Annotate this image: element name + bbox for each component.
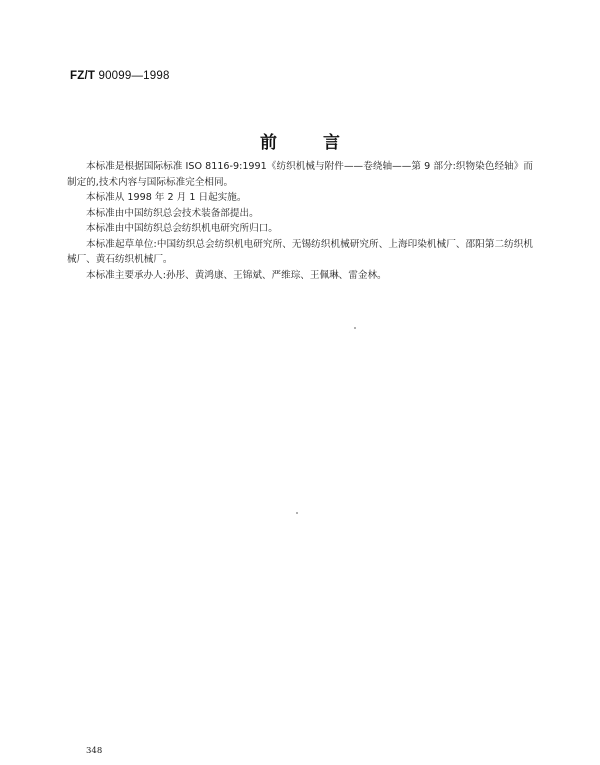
scan-speck [354,327,356,329]
paragraph-drafters: 本标准主要承办人:孙彤、黄鸿康、王锦斌、严维琮、王佩琳、雷金林。 [86,269,387,281]
foreword-body [67,159,533,283]
paragraph-drafting-units: 本标准起草单位:中国纺织总会纺织机电研究所、无锡纺织机械研究所、上海印染机械厂、邵阳第二纺织机械厂、黄石纺织机械厂。 [67,238,533,265]
paragraph-proposer: 本标准由中国纺织总会技术装备部提出。 [86,207,259,219]
standard-code [70,70,170,82]
page-number: 348 [86,746,103,756]
title-char-2: 言 [323,133,340,153]
paragraph-responsible: 本标准由中国纺织总会纺织机电研究所归口。 [86,223,278,234]
page-title [0,128,600,153]
title-char-1: 前 [260,133,277,153]
paragraph-effective-date: 本标准从 1998 年 2 月 1 日起实施。 [86,192,247,203]
standard-prefix: FZ/T [70,70,96,82]
scan-speck [296,512,298,514]
standard-number: 90099—1998 [98,70,170,82]
paragraph-basis: 本标准是根据国际标准 ISO 8116-9:1991《纺织机械与附件——卷绕轴——第 9 部分:织物染色经轴》而制定的,技术内容与国际标准完全相同。 [67,161,533,188]
